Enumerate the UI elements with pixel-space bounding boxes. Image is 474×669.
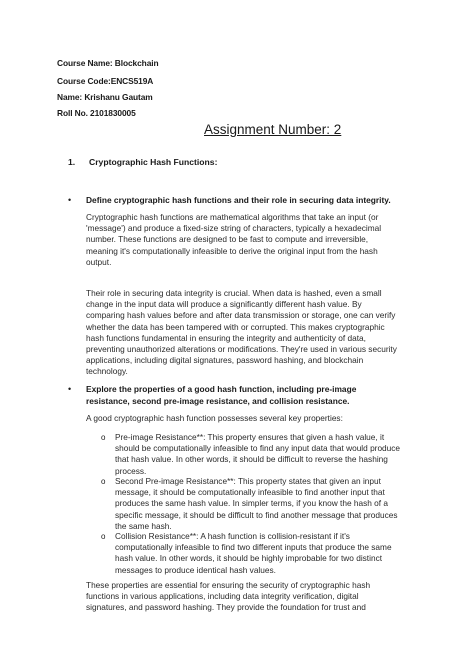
property-collision [115,531,425,576]
sub-bullet-marker: o [101,477,106,486]
question-2 [86,383,416,408]
bullet-marker: • [68,195,72,205]
bullet-marker: • [68,384,72,394]
roll-number: Roll No. 2101830005 [57,108,136,118]
course-name: Course Name: Blockchain [57,58,159,68]
text-line: 'message') and produce a fixed-size string of characters, typically a hexadecimal [86,223,382,234]
text-line: hash functions fundamental in ensuring the integrity and authenticity of data, [86,332,366,343]
sub-bullet-marker: o [101,433,106,442]
text-line: change in the input data will produce a significantly different hash value. By [86,299,362,310]
text-line: the same hash. [115,520,172,531]
section-number: 1. [68,157,76,167]
text-line: specific message, it should be difficult to find another message that produces [115,509,398,520]
section-heading [68,157,217,167]
text-line: output. [86,256,112,267]
text-line: Cryptographic hash functions are mathematical algorithms that take an input (or [86,212,379,222]
q2-intro: A good cryptographic hash function possesses several key properties: [86,413,343,423]
question-1: Define cryptographic hash functions and their role in securing data integrity. [86,195,391,205]
text-line: produces the same hash value. In simpler terms, if you know the hash of a [115,498,389,509]
text-line: should be computationally infeasible to find any input data that would produce [115,443,401,454]
text-line: These properties are essential for ensuring the security of cryptographic hash [86,580,371,590]
q1-paragraph-1 [86,212,414,268]
text-line: computationally infeasible to find two different inputs that produce the same [115,542,392,553]
course-code: Course Code:ENCS519A [57,76,154,86]
text-line: preventing unauthorized alterations or modifications. They're used in various security [86,344,397,355]
section-heading-text: Cryptographic Hash Functions: [89,157,218,167]
text-line: number. These functions are designed to be fast to compute and irreversible, [86,234,369,245]
text-line: applications, including digital signatures, password hashing, and blockchain [86,355,364,366]
text-line: process. [115,465,147,476]
text-line: technology. [86,366,128,377]
text-line: functions in various applications, including data integrity verification, digital [86,591,359,602]
text-line: that hash value. In other words, it should be difficult to reverse the hashing [115,454,388,465]
q2-closing [86,580,414,614]
q1-paragraph-2 [86,288,414,378]
text-line: signatures, and password hashing. They provide the foundation for trust and [86,602,366,613]
text-line: comparing hash values before and after data transmission or storage, one can verify [86,310,396,321]
text-line: Collision Resistance**: A hash function is collision-resistant if it's [115,531,350,541]
student-name: Name: Krishanu Gautam [57,92,153,102]
text-line: resistance, second pre-image resistance, and collision resistance. [86,396,350,407]
text-line: Second Pre-image Resistance**: This property states that given an input [115,476,381,486]
assignment-title: Assignment Number: 2 [204,122,342,137]
text-line: messages to produce identical hash values. [115,564,276,575]
property-second-pre-image [115,476,425,532]
property-pre-image [115,432,425,477]
text-line: message, it should be computationally infeasible to find another input that [115,487,385,498]
text-line: whether the data has been tampered with or corrupted. This makes cryptographic [86,321,385,332]
text-line: meaning it's computationally infeasible to derive the original input from the hash [86,245,378,256]
text-line: Their role in securing data integrity is crucial. When data is hashed, even a small [86,288,382,298]
text-line: Explore the properties of a good hash function, including pre-image [86,384,357,394]
text-line: hash value. In other words, it should be highly improbable for two distinct [115,553,383,564]
sub-bullet-marker: o [101,532,106,541]
text-line: Pre-image Resistance**: This property ensures that given a hash value, it [115,432,385,442]
